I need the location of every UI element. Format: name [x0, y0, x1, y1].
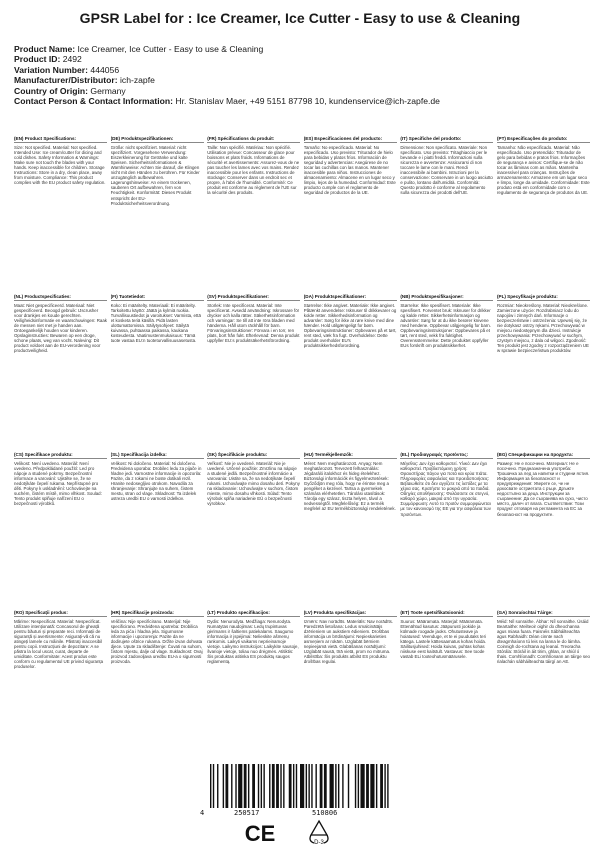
barcode-digit-prefix: 4: [200, 809, 205, 817]
barcode-bar: [376, 764, 377, 808]
spec-block-fr: (FR) Spécifications du produit: Taille: Non spécifié. Matériau: Non spécifié. Utilisation prévue: Concasseur de glace pour boissons et plats froids. Informations de sécurité et avertissements: Assurez-vous de ne pas toucher les lames avec vos mains. Rendez inaccessible pour les enfants. Instructions de stockage: Conserver dans un endroit sec et propre, à l'abri de l'humidité. Conformité: Ce produit est conforme au règlement de l'UE sur la sécurité des produits.: [207, 136, 300, 196]
barcode-bar: [263, 764, 264, 808]
spec-block-sv: (SV) Produktspecifikationer: Storlek: Inte specificerat. Material: Inte specificerat. Avsedd användning: Iskrossare för drycker och kalla rätter. Säkerhetsinformation och varningar: Se till att inte röra bladen med händerna. Håll utom räckhåll för barn. Förvaringsinstruktioner: Förvara i en torr, ren plats, bort från fukt. Efterlevnad: Denna produkt uppfyller EU:s produktsäkerhetsförordning.: [207, 294, 300, 344]
barcode-bar: [384, 764, 385, 808]
barcode-bar: [293, 764, 294, 808]
spec-block-sl: (SL) Specifikacija izdelka: Velikost: Ni določeno. Material: Ni določeno. Predvidena uporaba: Drobilec ledu za pijače in hladne jedi. Varnostne informacije in opozorila: Pazite, da z rokami ne boste dotikali rezil. Hranite nedosegljivo otrokom. Navodila za shranjevanje: Shranjujte na suhem, čistem mestu, stran od vlage. Skladnost: Ta izdelek ustreza uredbi EU o varnosti izdelkov.: [111, 452, 204, 570]
barcode-bar: [358, 764, 359, 808]
barcode-bar: [283, 764, 284, 808]
page-title: GPSR Label for : Ice Creamer, Ice Cutter - Easy to use & Cleaning: [79, 10, 521, 26]
barcode-bar: [252, 764, 255, 808]
barcode-bar: [370, 764, 374, 808]
spec-block-lv: (LV) Produkta specifikācijas: Izmērs: Nav norādīts. Materiāls: Nav norādīts. Paredzētā lietošana: Ledus smalcinātājs dzērieniem un aukstiem ēdieniem. Drošības informācija un brīdinājumi: Nepieskarieties asmeņiem ar rokām. Uzglabāt bērniem nepieejamā vietā. Glabāšanas norādījumi: Uzglabāt sausā, tīrā vietā, prom no mitruma. Atbilstība: Šis produkts atbilst ES produktu drošības regulai.: [304, 610, 397, 728]
barcode-bar: [269, 764, 270, 808]
spec-block-sk: (SK) Špecifikácie produktu: Veľkosť: Nie je uvedené. Materiál: Nie je uvedené. Určené použitie: Zmrzlinu na nápoje a studené jedlá. Bezpečnostné informácie a varovania: Uistite sa, že sa nedotýkate čepelí rukami. Uchovávajte mimo dosahu detí. Pokyny na skladovanie: Uchovávajte v suchom, čistom mieste, mimo dosahu vlhkosti. Súlad: Tento výrobok spĺňa nariadenie EÚ o bezpečnosti výrobkov.: [207, 452, 300, 507]
spec-block-nb: (NB) Produktspesifikasjoner: Størrelse: Ikke spesifisert. Materiale: Ikke spesifisert. Forventet bruk: Isknuser for drikker og kalde retter. Sikkerhetsinformasjon og advarsler: Sørg for at du ikke berører knivene med hendene. Oppbevar utilgjengelig for barn. Oppbevaringsinstruksjoner: Oppbevares på et tørt, rent sted, vekk fra fuktighet. Overensstemmelse: Dette produktet oppfyller EUs forskrift om produktsikkerhet.: [400, 294, 493, 412]
spec-row-3: [14, 452, 590, 570]
variation-number-row: Variation Number: 444056: [14, 64, 120, 75]
spec-row-1: [14, 136, 590, 254]
spec-block-cs: (CS) Specifikace produktu: Velikost: Není uvedeno. Materiál: Není uvedeno. Předpokládané použití: Led pro nápoje a studené pokrmy. Bezpečnostní informace a varování: Ujistěte se, že se nedotýkáte čepelí rukama. Nepřístupné pro děti. Pokyny k uskladnění: Uchovávejte na suchém, čistém místě, mimo vlhkost. Soulad: Tento produkt splňuje nařízení EU o bezpečnosti výrobků.: [14, 452, 107, 570]
barcode-bar: [258, 764, 259, 808]
spec-block-fi: (FI) Tuotetiedot: Koko: Ei määritelty. Materiaali: Ei määritelty. Tarkoitettu käyttö: Jäätä ja kylmiä ruokia. Turvallisuustiedot ja varoitukset: Varmista, että et kosketa teriä käsillä. Pidä lasten ulottumattomissa. Säilytysohjeet: Säilytä kuivassa, puhtaassa paikassa, kaukana kosteudesta. Vaatimustenmukaisuus: Tämä tuote vastaa EU:n tuoteturvallisuusasetusta.: [111, 294, 204, 412]
spec-block-it: (IT) Specifiche del prodotto: Dimensione: Non specificato. Materiale: Non specificato. Uso previsto: Tritaghiaccio per le bevande e i piatti freddi. Informazioni sulla sicurezza e avvertenze: Assicurarsi di non toccare le lame con le mani. Rendi inaccessibile ai bambini. Istruzioni per la conservazione: Conservare in un luogo asciutto e pulito, lontano dall'umidità. Conformità: Questo prodotto è conforme al regolamento sulla sicurezza dei prodotti dell'UE.: [400, 136, 493, 196]
ce-marking-icon: [245, 822, 275, 844]
spec-block-de: (DE) Produktspezifikationen: Größe: nicht spezifiziert. Material: nicht spezifiziert. Vorgesehene Verwendung: Eiszerkleinerung für Getränke und kalte Speisen. Sicherheitsinformationen & Warnhinweise: Achten Sie darauf, die Klingen nicht mit den Händen zu berühren. Für Kinder unzugänglich aufbewahren. Lagerungshinweise: An einem trockenen, sauberen Ort aufbewahren, fern von Feuchtigkeit. Konformität: Dieses Produkt entspricht der EU-Produktsicherheitsverordnung.: [111, 136, 204, 254]
barcode-bar: [289, 764, 292, 808]
barcode-bar: [280, 764, 281, 808]
spec-block-pl: (PL) Specyfikacje produktu: Rozmiar: Nieokreślony. Materiał: Nieokreślone. Zamierzone użycie: Rozdrabniacz lodu do napojów i zimnych dań. Informacje o bezpieczeństwie i ostrzeżenia: Upewnij się, że nie dotykasz ostrzy rękami. Przechowywać w miejscu niedostępnym dla dzieci. Instrukcje przechowywania: Przechowywać w suchym, czystym miejscu, z dala od wilgoci. Zgodność: Ten produkt jest zgodny z rozporządzeniem UE w sprawie bezpieczeństwa produktów.: [496, 294, 589, 354]
ean-barcode: [200, 764, 400, 816]
barcode-digit-right: 510806: [312, 809, 338, 817]
barcode-bar: [272, 764, 275, 808]
ce-mark-text: CE: [245, 822, 275, 844]
spec-block-hr: (HR) Specifikacije proizvoda: Veličina: Nije specificirano. Materijal: Nije specificirano. Predviđena upotreba: Drobilica leda za pića i hladna jela. Sigurnosne informacije i upozorenja: Pazite da ne dodirujete oštrice rukama. Držite izvan dohvata djece. Upute za skladištenje: Čuvati na suhom, čistom mjestu, dalje od vlage. Sukladnost: Ovaj proizvod zadovoljava uredbu EU-a o sigurnosti proizvoda.: [110, 610, 203, 665]
spec-block-es: (ES) Especificaciones del producto: Tamaño: No especificado. Material: No especificado. Uso previsto: Triturador de hielo para bebidas y platos fríos. Información de seguridad y advertencias: Asegúrese de no tocar las cuchillas con las manos. Mantener inaccesible para niños. Instrucciones de almacenamiento: Almacene en un lugar seco y limpio, lejos de la humedad. Conformidad: Este producto cumple con el reglamento de seguridad de productos de la UE.: [303, 136, 396, 196]
spec-block-da: (DA) Produktspecifikationer: Størrelse: Ikke angivet. Materiale: Ikke angivet. Påtænkt anvendelse: Isknuser til drikkevarer og kolde retter. Sikkerhedsinformation og advarsler: Sørg for ikke at røre knive med dine hænder. Hold utilgængeligt for børn. Opbevaringsinstruktioner: Opbevares på et tørt, rent sted, væk fra fugt. Overholdelse: Dette produkt overholder EU's produktsikkerhedsforordning.: [303, 294, 397, 349]
barcode-bar: [296, 764, 297, 808]
spec-row-2: [14, 294, 590, 412]
barcode-bar: [300, 764, 304, 808]
barcode-bar: [306, 764, 307, 808]
barcode-bar: [244, 764, 247, 808]
barcode-bar: [276, 764, 279, 808]
spec-block-el: (EL) Προδιαγραφές προϊόντος: Μέγεθος: Δεν έχει καθοριστεί. Υλικό: Δεν έχει καθοριστεί. Προβλεπόμενη χρήση: Θραυστήρας πάγου για ποτά και κρύα πιάτα. Πληροφορίες ασφαλείας και προειδοποιήσεις: Βεβαιωθείτε ότι δεν αγγίζετε τις λεπίδες με τα χέρια σας. Κρατήστε το μακριά από τα παιδιά. Οδηγίες αποθήκευσης: Φυλάσσετε σε στεγνό, καθαρό χώρο, μακριά από την υγρασία. Συμμόρφωση: Αυτό το προϊόν συμμορφώνεται με τον κανονισμό της ΕΕ για την ασφάλεια των προϊόντων.: [400, 452, 493, 570]
spec-block-hu: (HU) Termékjellemzők: Méret: Nem meghatározott. Anyag: Nem meghatározott. Tervezett felhasználás: Jégdaráló italokhoz és hideg ételekhez. Biztonsági információk és figyelmeztetések: Győződjön meg róla, hogy ne érintse meg a pengéket a kezével. Tartsa a gyermekek számára elérhetetlen. Tárolási utasítások: Tárolja egy száraz, tiszta helyen, távol a nedvességtől. Megfelelőség: Ez a termék megfelel az EU termékbiztonsági rendeletének.: [303, 452, 396, 512]
barcode-bar: [338, 764, 339, 808]
barcode-bar: [223, 764, 224, 808]
barcode-bar: [225, 764, 228, 808]
barcode-bar: [238, 764, 242, 808]
product-name-row: Product Name: Ice Creamer, Ice Cutter - Easy to use & Cleaning: [14, 44, 264, 54]
spec-block-en: (EN) Product Specifications: Size: Not specified. Material: Not specified. Intended Use: Ice cream/cutter for dicing and cold dishes. Safety Information & Warnings: Make sure not touch the blades with your hands. Keep inaccessible for children. Storage Instructions: Store in a dry, clean place, away from moisture. Compliance: This product complies with the EU product safety regulation.: [14, 136, 106, 186]
barcode-bar: [330, 764, 334, 808]
barcode-bar: [320, 764, 323, 808]
barcode-bar: [355, 764, 356, 808]
spec-block-nl: (NL) Productspecificaties: Maat: Niet gespecificeerd. Materiaal: Niet gespecificeerd. Beoogd gebruik: IJscrusher voor drankjes en koude gerechten. Veiligheidsinformatie en waarschuwingen: Raak de messen niet met je handen aan. Ontoegankelijk houden voor kinderen. Opslaginstructies: Bewaren op een droge, schone plaats, weg van vocht. Naleving: Dit product voldoet aan de EU-verordening voor productveiligheid.: [14, 294, 107, 354]
barcode-bar: [261, 764, 262, 808]
spec-block-pt: (PT) Especificações do produto: Tamanho: Não especificado. Material: Não especificado. Uso pretendido: Triturador de gelo para bebidas e pratos frios. Informações de segurança e avisos: Certifique-se de não tocar as lâminas com as mãos. Mantenha inacessível para crianças. Instruções de armazenamento: Armazene em um lugar seco e limpo, longe da umidade. Conformidade: Este produto está em conformidade com o regulamento de segurança de produtos da UE.: [496, 136, 590, 196]
barcode-bar: [335, 764, 336, 808]
barcode-bar: [348, 764, 349, 808]
barcode-bar: [235, 764, 236, 808]
recycle-mark-text: D-3: [314, 840, 324, 846]
recycling-d3-icon: [305, 819, 333, 847]
barcode-bars: [210, 764, 390, 808]
barcode-bar: [213, 764, 214, 808]
spec-block-et: (ET) Toote spetsifikatsioonid: Suurus: Määramata. Materjal: Määramata. Ettenähtud kasutus: Jääpurusti jookide ja külmade roogade jaoks. Ohutusteave ja hoiatused: Veenduge, et te ei puudutaks teri kätega. Lastele kättesaamatus kohas hoida. Säilitusjuhised: Hoida kuivas, puhtas kohas niiskuse eest kaitstult. Vastavus: See toode vastab ELi tooteohutusmäärusele.: [400, 610, 493, 728]
barcode-bar: [366, 764, 369, 808]
barcode-digit-left: 250517: [234, 809, 260, 817]
spec-row-4: [14, 610, 590, 728]
barcode-bar: [311, 764, 312, 808]
barcode-bar: [231, 764, 232, 808]
spec-block-lt: (LT) Produkto specifikacijos: Dydis: Nenurodyta. Medžiaga: Nenurodyta. Numatytas naudojimas: Ledų trupintuvas gėrimams ir šaltiems patiekalams. Saugumo informacija ir įspėjimai: Nelieskite ašmenų rankomis. Laikyti vaikams neprieinamoje vietoje. Laikymo instrukcijos: Laikykite sausoje, švarioje vietoje, toliau nuo drėgmės. Atitiktis: Šis produktas atitinka ES produktų saugos reglamentą.: [207, 610, 299, 665]
country-of-origin-row: Country of Origin: Germany: [14, 85, 126, 96]
product-id-row: Product ID: 2492: [14, 54, 82, 65]
product-info: [14, 44, 594, 106]
barcode-bar: [315, 764, 316, 808]
contact-row: Contact Person & Contact Information: Hr. Stanislav Maer, +49 5151 87798 10, kundenservice@ich-zapfe.de: [14, 96, 440, 107]
barcode-bar: [342, 764, 343, 808]
barcode-bar: [210, 764, 211, 808]
manufacturer-row: Manufacturer/Distributor: ich-zapfe: [14, 75, 155, 86]
spec-block-bg: (BG) Спецификации на продукта: Размер: Не е посочено. Материал: Не е посочено. Предназначена употреба: Трошачка за лед за напитки и студени ястия. Информация за безопасност и предупреждения: Уверете се, че не докосвате остриетата с ръце. Дръжте недостъпно за деца. Инструкции за съхранение: Да се съхранява на сухо, чисто място, далеч от влага. Съответствие: Този продукт отговаря на регламента на ЕС за безопасност на продуктите.: [496, 452, 590, 517]
barcode-bar: [217, 764, 218, 808]
barcode-bar: [380, 764, 383, 808]
barcode-bar: [387, 764, 388, 808]
barcode-bar: [324, 764, 327, 808]
spec-block-ga: (GA) Sonraíochtaí Táirge: Méid: Níl sonraithe. Ábhar: Níl sonraithe. Úsáid Beartaithe: Meilteoir oighir do dheochanna agus miasa fuara. Faisnéis Sábháilteachta agus Rabhaidh: Déan cinnte nach dteagmhaíonn tú leis na lanna le do lámha. Coinnigh do-rochtana ag leanaí. Treoracha Stórála: Stóráil in áit tirim, ghlan, ar shiúl ó thais. Comhlíonadh: Comhlíonann an táirge seo rialachán sábháilteachta táirgí an AE.: [496, 610, 590, 665]
barcode-bar: [248, 764, 249, 808]
barcode-bar: [360, 764, 364, 808]
spec-block-ro: (RO) Specificații produs: Mărime: Nespecificat. Material: Nespecificat. Utilizare intenționată: Concasorul de gheață pentru băuturi și preparate reci. Informații de siguranță și avertismente: Asigurați-vă că nu atingeți lamele cu mâinile. Păstrați inaccesibil pentru copii. Instrucțiuni de depozitare: A se păstra la locul uscat, curat, departe de umiditate. Conformitate: Acest produs este conform cu regulamentul UE privind siguranța produselor.: [14, 610, 107, 728]
barcode-bar: [308, 764, 309, 808]
